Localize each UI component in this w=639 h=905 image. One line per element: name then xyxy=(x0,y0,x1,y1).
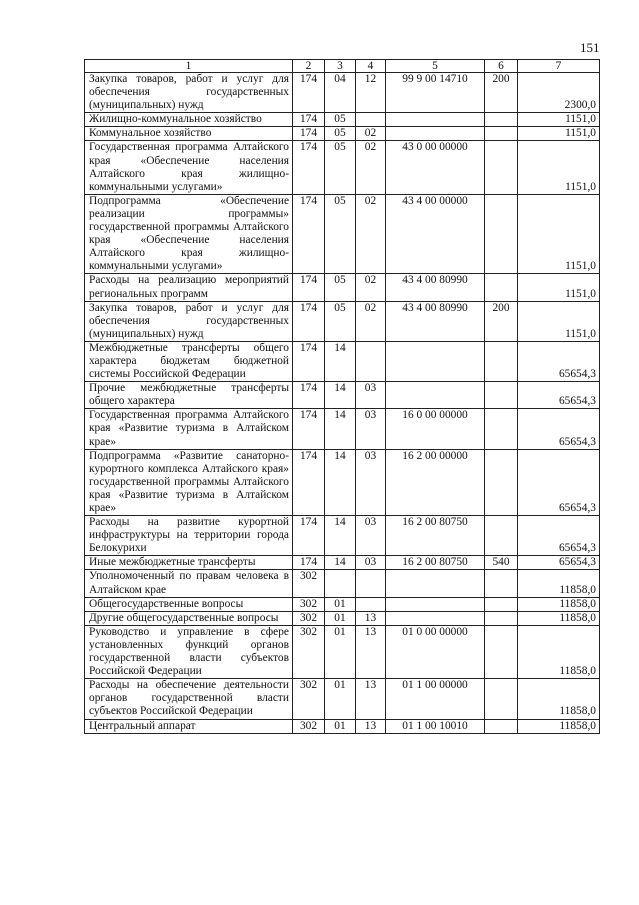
row-amount: 2300,0 xyxy=(518,73,600,113)
row-code-type xyxy=(485,194,518,274)
row-amount: 65654,3 xyxy=(518,382,600,409)
row-code-admin: 174 xyxy=(293,274,325,301)
row-name: Руководство и управление в сфере установленных функций органов государственной власти субъектов Российской Федерации xyxy=(85,625,293,678)
row-code-admin: 174 xyxy=(293,516,325,556)
row-code-type xyxy=(485,113,518,127)
row-amount: 65654,3 xyxy=(518,449,600,515)
row-code-target xyxy=(386,127,485,141)
row-code-admin: 174 xyxy=(293,194,325,274)
table-row xyxy=(85,409,600,449)
row-code-subsection: 13 xyxy=(356,719,386,733)
row-amount: 65654,3 xyxy=(518,341,600,381)
row-name: Центральный аппарат xyxy=(85,719,293,733)
table-row xyxy=(85,73,600,113)
row-amount: 65654,3 xyxy=(518,516,600,556)
row-code-section: 14 xyxy=(325,341,356,381)
row-code-target xyxy=(386,382,485,409)
table-row xyxy=(85,127,600,141)
row-code-type xyxy=(485,127,518,141)
row-amount: 1151,0 xyxy=(518,141,600,194)
row-code-section: 14 xyxy=(325,382,356,409)
row-code-admin: 302 xyxy=(293,719,325,733)
row-code-subsection: 02 xyxy=(356,301,386,341)
row-code-type xyxy=(485,274,518,301)
row-code-target: 43 0 00 00000 xyxy=(386,141,485,194)
row-code-type xyxy=(485,719,518,733)
row-code-type xyxy=(485,611,518,625)
column-header: 5 xyxy=(386,60,485,73)
column-header: 6 xyxy=(485,60,518,73)
table-row xyxy=(85,556,600,570)
row-code-type xyxy=(485,625,518,678)
row-name: Межбюджетные трансферты общего характера бюджетам бюджетной системы Российской Федерации xyxy=(85,341,293,381)
budget-table xyxy=(84,59,600,734)
row-code-subsection xyxy=(356,597,386,611)
row-code-target: 01 0 00 00000 xyxy=(386,625,485,678)
row-amount: 11858,0 xyxy=(518,570,600,597)
row-code-admin: 174 xyxy=(293,382,325,409)
row-code-subsection xyxy=(356,341,386,381)
row-code-section: 01 xyxy=(325,611,356,625)
column-header: 2 xyxy=(293,60,325,73)
row-name: Закупка товаров, работ и услуг для обеспечения государственных (муниципальных) нужд xyxy=(85,301,293,341)
row-code-subsection: 03 xyxy=(356,556,386,570)
table-row xyxy=(85,625,600,678)
row-code-target xyxy=(386,113,485,127)
row-code-section: 01 xyxy=(325,625,356,678)
row-code-section: 01 xyxy=(325,597,356,611)
row-code-section: 05 xyxy=(325,194,356,274)
row-amount: 1151,0 xyxy=(518,127,600,141)
row-code-type: 200 xyxy=(485,301,518,341)
table-row xyxy=(85,382,600,409)
row-amount: 11858,0 xyxy=(518,679,600,719)
row-name: Расходы на обеспечение деятельности органов государственной власти субъектов Российской Федерации xyxy=(85,679,293,719)
row-code-target: 99 9 00 14710 xyxy=(386,73,485,113)
row-code-target: 16 2 00 00000 xyxy=(386,449,485,515)
row-code-section: 14 xyxy=(325,556,356,570)
row-code-target: 01 1 00 00000 xyxy=(386,679,485,719)
row-amount: 1151,0 xyxy=(518,301,600,341)
row-amount: 11858,0 xyxy=(518,625,600,678)
table-row xyxy=(85,274,600,301)
row-code-target: 01 1 00 10010 xyxy=(386,719,485,733)
row-code-target xyxy=(386,611,485,625)
row-code-section: 14 xyxy=(325,516,356,556)
row-code-type xyxy=(485,382,518,409)
row-code-admin: 174 xyxy=(293,113,325,127)
row-name: Жилищно-коммунальное хозяйство xyxy=(85,113,293,127)
row-code-admin: 302 xyxy=(293,611,325,625)
row-code-admin: 174 xyxy=(293,73,325,113)
row-amount: 11858,0 xyxy=(518,719,600,733)
row-name: Уполномоченный по правам человека в Алтайском крае xyxy=(85,570,293,597)
row-amount: 65654,3 xyxy=(518,409,600,449)
row-code-section xyxy=(325,570,356,597)
row-code-section: 01 xyxy=(325,719,356,733)
table-row xyxy=(85,113,600,127)
row-code-subsection xyxy=(356,113,386,127)
table-row xyxy=(85,194,600,274)
row-code-type xyxy=(485,570,518,597)
row-code-type xyxy=(485,409,518,449)
table-body xyxy=(85,73,600,734)
row-amount: 11858,0 xyxy=(518,597,600,611)
row-code-type xyxy=(485,141,518,194)
row-code-target xyxy=(386,341,485,381)
column-header: 3 xyxy=(325,60,356,73)
row-amount: 11858,0 xyxy=(518,611,600,625)
row-code-section: 14 xyxy=(325,409,356,449)
row-code-type xyxy=(485,516,518,556)
row-name: Государственная программа Алтайского края «Обеспечение населения Алтайского края жилищно-коммунальными услугами» xyxy=(85,141,293,194)
row-code-admin: 302 xyxy=(293,679,325,719)
row-code-admin: 174 xyxy=(293,301,325,341)
row-code-target: 16 2 00 80750 xyxy=(386,516,485,556)
row-code-target xyxy=(386,597,485,611)
table-header xyxy=(85,60,600,73)
row-code-section: 05 xyxy=(325,301,356,341)
row-code-section: 04 xyxy=(325,73,356,113)
row-code-subsection: 12 xyxy=(356,73,386,113)
row-amount: 1151,0 xyxy=(518,274,600,301)
row-code-target: 43 4 00 00000 xyxy=(386,194,485,274)
row-code-target: 16 0 00 00000 xyxy=(386,409,485,449)
row-amount: 65654,3 xyxy=(518,556,600,570)
row-code-section: 05 xyxy=(325,274,356,301)
table-row xyxy=(85,449,600,515)
row-code-section: 14 xyxy=(325,449,356,515)
row-name: Другие общегосударственные вопросы xyxy=(85,611,293,625)
row-code-subsection: 03 xyxy=(356,409,386,449)
row-code-subsection: 02 xyxy=(356,274,386,301)
row-code-admin: 174 xyxy=(293,341,325,381)
column-header: 1 xyxy=(85,60,293,73)
row-code-target: 43 4 00 80990 xyxy=(386,274,485,301)
row-code-type xyxy=(485,597,518,611)
table-row xyxy=(85,141,600,194)
row-name: Подпрограмма «Развитие санаторно-курортного комплекса Алтайского края» государственной программы Алтайского края «Развитие туризма в Алтайском крае» xyxy=(85,449,293,515)
column-header: 4 xyxy=(356,60,386,73)
row-code-type: 540 xyxy=(485,556,518,570)
row-code-admin: 174 xyxy=(293,127,325,141)
row-amount: 1151,0 xyxy=(518,194,600,274)
row-code-admin: 174 xyxy=(293,449,325,515)
row-code-section: 05 xyxy=(325,141,356,194)
row-code-subsection: 02 xyxy=(356,141,386,194)
table-row xyxy=(85,341,600,381)
row-code-target: 16 2 00 80750 xyxy=(386,556,485,570)
table-row xyxy=(85,570,600,597)
row-code-subsection: 02 xyxy=(356,127,386,141)
row-code-subsection: 02 xyxy=(356,194,386,274)
row-code-admin: 174 xyxy=(293,409,325,449)
page-number: 151 xyxy=(580,40,600,55)
row-code-admin: 302 xyxy=(293,570,325,597)
table-row xyxy=(85,597,600,611)
row-code-subsection: 03 xyxy=(356,449,386,515)
row-name: Прочие межбюджетные трансферты общего характера xyxy=(85,382,293,409)
header-row xyxy=(85,60,600,73)
table-row xyxy=(85,611,600,625)
table-row xyxy=(85,719,600,733)
row-code-admin: 174 xyxy=(293,556,325,570)
row-code-subsection: 13 xyxy=(356,625,386,678)
row-code-section: 05 xyxy=(325,127,356,141)
column-header: 7 xyxy=(518,60,600,73)
row-name: Закупка товаров, работ и услуг для обеспечения государственных (муниципальных) нужд xyxy=(85,73,293,113)
table-row xyxy=(85,301,600,341)
row-name: Иные межбюджетные трансферты xyxy=(85,556,293,570)
row-code-subsection: 03 xyxy=(356,516,386,556)
row-code-type xyxy=(485,449,518,515)
row-code-subsection xyxy=(356,570,386,597)
row-name: Расходы на реализацию мероприятий региональных программ xyxy=(85,274,293,301)
row-code-admin: 302 xyxy=(293,625,325,678)
row-amount: 1151,0 xyxy=(518,113,600,127)
table-row xyxy=(85,516,600,556)
row-name: Общегосударственные вопросы xyxy=(85,597,293,611)
row-code-target: 43 4 00 80990 xyxy=(386,301,485,341)
row-code-subsection: 03 xyxy=(356,382,386,409)
row-code-type xyxy=(485,679,518,719)
row-code-target xyxy=(386,570,485,597)
row-code-subsection: 13 xyxy=(356,611,386,625)
row-code-admin: 302 xyxy=(293,597,325,611)
table-row xyxy=(85,679,600,719)
row-code-type: 200 xyxy=(485,73,518,113)
row-code-section: 05 xyxy=(325,113,356,127)
row-name: Подпрограмма «Обеспечение реализации программы» государственной программы Алтайского края «Обеспечение населения Алтайского края жилищно-коммунальными услугами» xyxy=(85,194,293,274)
row-code-admin: 174 xyxy=(293,141,325,194)
row-code-section: 01 xyxy=(325,679,356,719)
row-name: Коммунальное хозяйство xyxy=(85,127,293,141)
row-name: Государственная программа Алтайского края «Развитие туризма в Алтайском крае» xyxy=(85,409,293,449)
row-code-subsection: 13 xyxy=(356,679,386,719)
row-code-type xyxy=(485,341,518,381)
row-name: Расходы на развитие курортной инфраструктуры на территории города Белокурихи xyxy=(85,516,293,556)
